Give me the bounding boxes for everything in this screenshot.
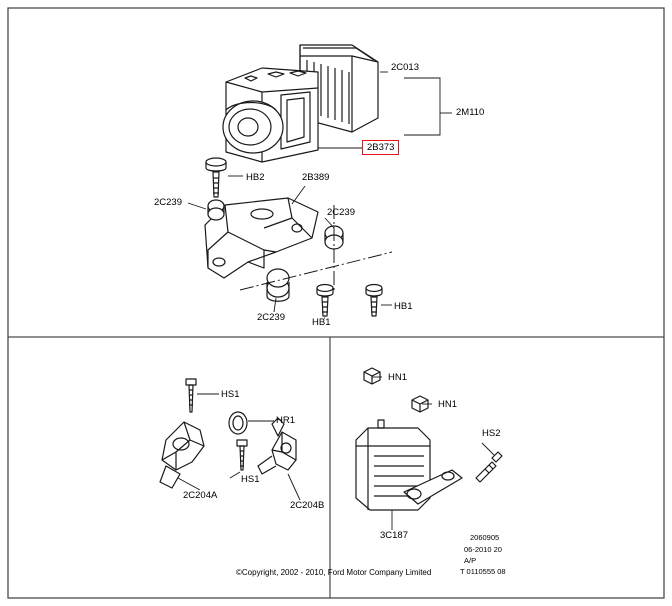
meta-line-1: 2060905 bbox=[470, 533, 500, 542]
callout-2b389: 2B389 bbox=[302, 172, 330, 183]
pump-motor-part bbox=[223, 101, 283, 153]
callout-2b373-highlighted: 2B373 bbox=[362, 140, 399, 155]
callout-2c239-left: 2C239 bbox=[154, 197, 182, 208]
callout-hr1: HR1 bbox=[276, 415, 296, 426]
callout-2c239-bottom: 2C239 bbox=[257, 312, 285, 323]
callout-hb1-a: HB1 bbox=[312, 317, 331, 328]
meta-line-4: T 0110555 08 bbox=[460, 567, 506, 576]
callout-hn1-low: HN1 bbox=[438, 399, 458, 410]
callout-2c013: 2C013 bbox=[391, 62, 419, 73]
callout-3c187: 3C187 bbox=[380, 530, 408, 541]
oring-hr1-part bbox=[229, 412, 247, 434]
callout-hb1-b: HB1 bbox=[394, 301, 413, 312]
callout-2c204b: 2C204B bbox=[290, 500, 325, 511]
callout-hb2: HB2 bbox=[246, 172, 265, 183]
callout-2c204a: 2C204A bbox=[183, 490, 218, 501]
meta-line-2: 06-2010 20 bbox=[464, 545, 502, 554]
callout-hs2: HS2 bbox=[482, 428, 501, 439]
callout-hs1-bottom: HS1 bbox=[241, 474, 260, 485]
callout-hs1-top: HS1 bbox=[221, 389, 240, 400]
callout-2c239-right: 2C239 bbox=[327, 207, 355, 218]
callout-2m110: 2M110 bbox=[456, 107, 485, 118]
callout-hn1-top: HN1 bbox=[388, 372, 408, 383]
meta-line-3: A/P bbox=[464, 556, 477, 565]
copyright-notice: ©Copyright, 2002 - 2010, Ford Motor Company Limited bbox=[236, 568, 432, 577]
